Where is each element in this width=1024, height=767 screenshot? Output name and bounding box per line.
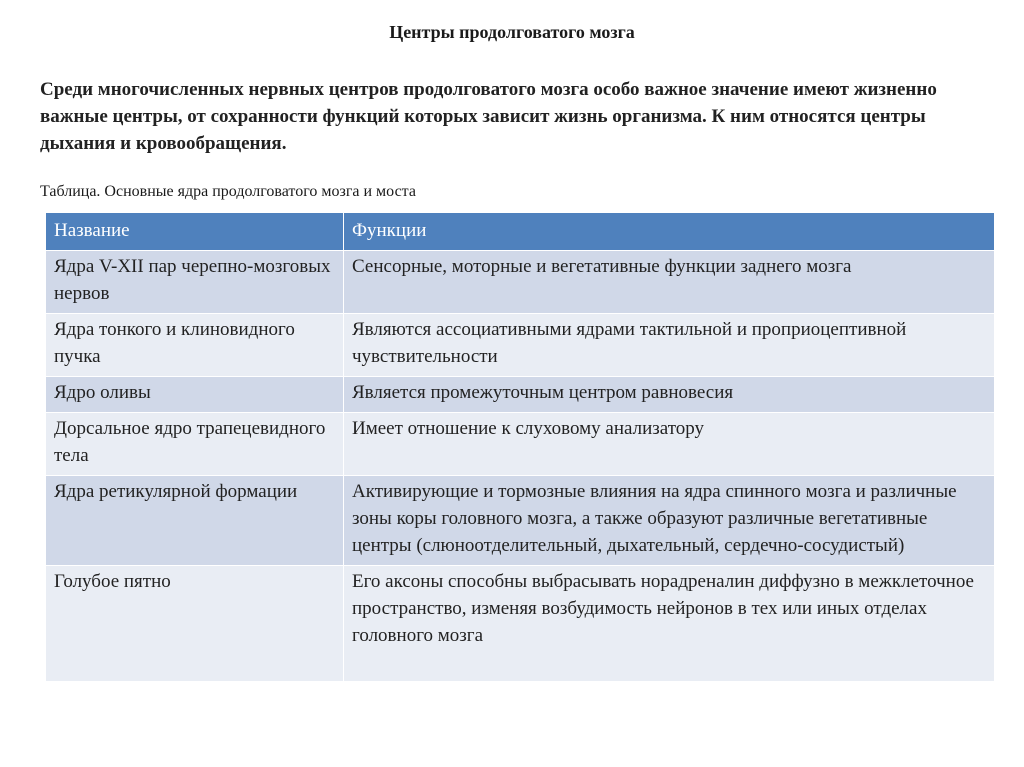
table-row	[46, 413, 995, 476]
table-row	[46, 251, 995, 314]
nucleus-function: Активирующие и тормозные влияния на ядра спинного мозга и различные зоны коры головного мозга, а также образуют различные вегетативные центры (слюноотделительный, дыхательный, сердечно-сосудистый)	[344, 476, 995, 566]
table-row	[46, 314, 995, 377]
table-row	[46, 566, 995, 682]
table-caption: Таблица. Основные ядра продолговатого мозга и моста	[40, 183, 416, 200]
nuclei-table	[45, 212, 995, 682]
header-functions: Функции	[344, 213, 995, 251]
nucleus-name: Ядра ретикулярной формации	[46, 476, 344, 566]
header-name: Название	[46, 213, 344, 251]
nucleus-name: Дорсальное ядро трапецевидного тела	[46, 413, 344, 476]
table-row	[46, 476, 995, 566]
table-row	[46, 377, 995, 413]
table-header-row	[46, 213, 995, 251]
nucleus-name: Ядра тонкого и клиновидного пучка	[46, 314, 344, 377]
nucleus-name: Ядро оливы	[46, 377, 344, 413]
nucleus-function: Имеет отношение к слуховому анализатору	[344, 413, 995, 476]
nucleus-function: Сенсорные, моторные и вегетативные функции заднего мозга	[344, 251, 995, 314]
nucleus-function: Являются ассоциативными ядрами тактильной и проприоцептивной чувствительности	[344, 314, 995, 377]
nucleus-name: Ядра V-XII пар черепно-мозговых нервов	[46, 251, 344, 314]
page-title: Центры продолговатого мозга	[389, 22, 635, 42]
nucleus-function: Его аксоны способны выбрасывать норадреналин диффузно в межклеточное пространство, изменяя возбудимость нейронов в тех или иных отделах головного мозга	[344, 566, 995, 682]
nucleus-function: Является промежуточным центром равновесия	[344, 377, 995, 413]
nucleus-name: Голубое пятно	[46, 566, 344, 682]
intro-paragraph: Среди многочисленных нервных центров продолговатого мозга особо важное значение имеют жизненно важные центры, от сохранности функций которых зависит жизнь организма. К ним относятся центры дыхания и кровообращения.	[40, 79, 937, 154]
